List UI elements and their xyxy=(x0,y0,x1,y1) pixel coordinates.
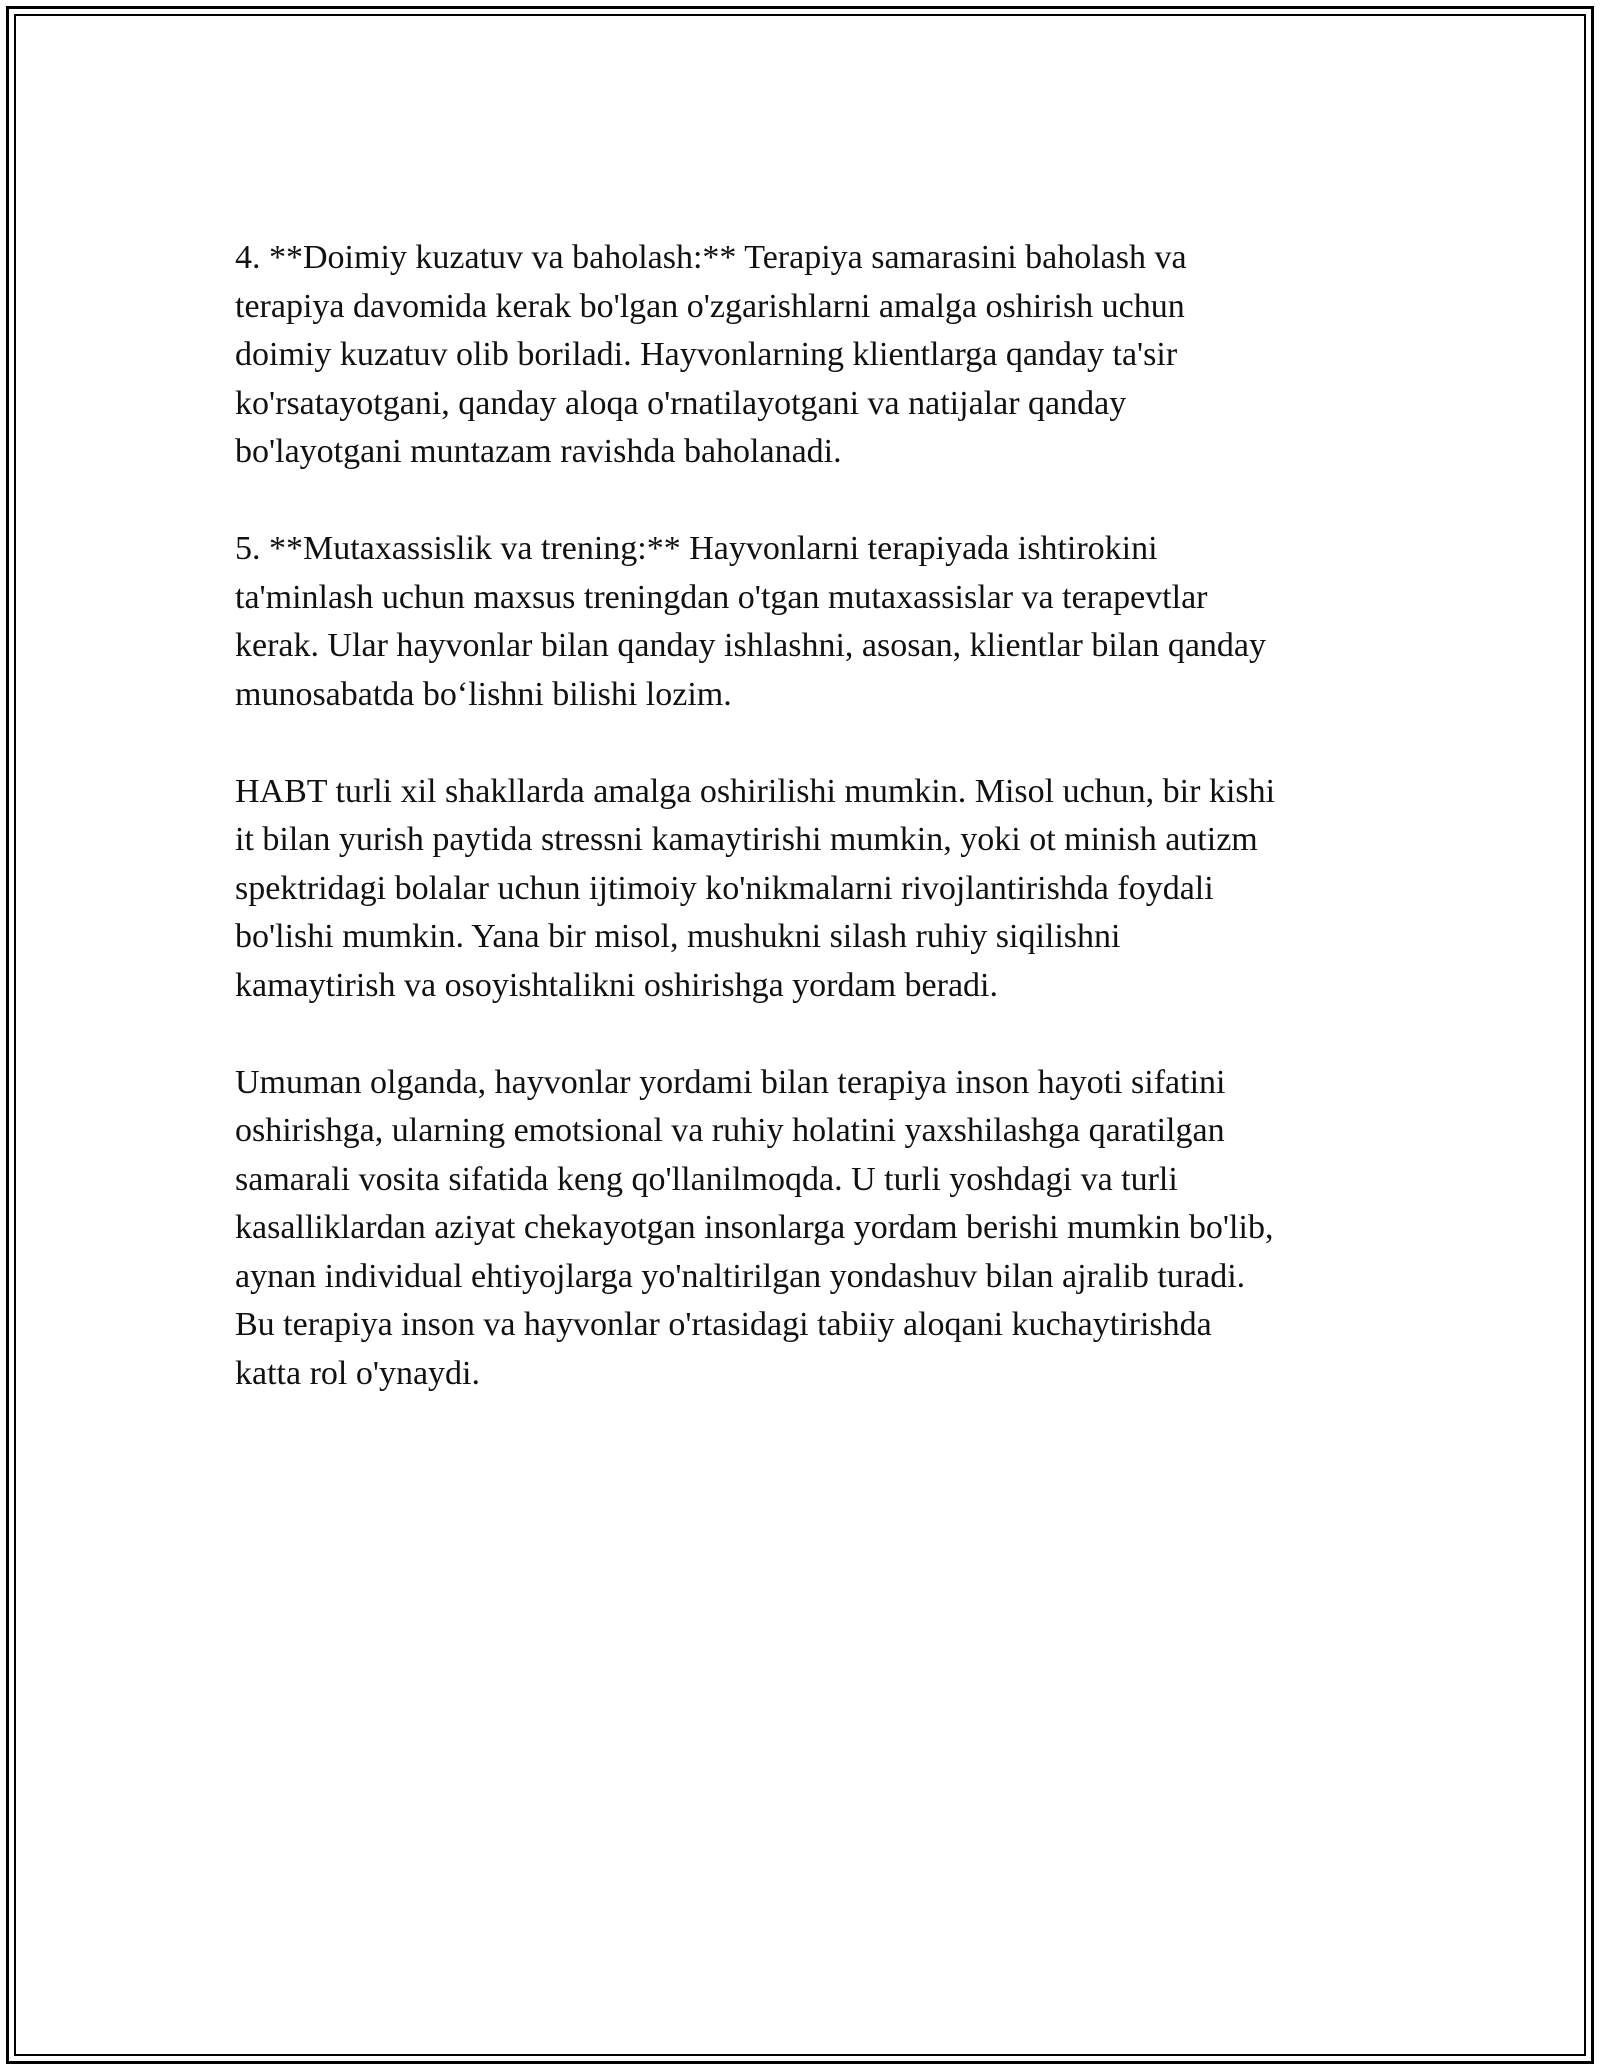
document-body xyxy=(235,234,1375,1447)
paragraph-conclusion xyxy=(235,1059,1375,1399)
paragraph-expertise xyxy=(235,525,1375,719)
text-line: Bu terapiya inson va hayvonlar o'rtasidagi tabiiy aloqani kuchaytirishda xyxy=(235,1306,1212,1343)
text-line: samarali vosita sifatida keng qo'llanilmoqda. U turli yoshdagi va turli xyxy=(235,1160,1178,1198)
text-line: it bilan yurish paytida stressni kamaytirishi mumkin, yoki ot minish autizm xyxy=(235,821,1258,858)
text-line: kerak. Ular hayvonlar bilan qanday ishlashni, asosan, klientlar bilan qanday xyxy=(235,627,1267,664)
text-line: Umuman olganda, hayvonlar yordami bilan terapiya inson hayoti sifatini xyxy=(235,1063,1226,1101)
text-line: ta'minlash uchun maxsus treningdan o'tgan mutaxassislar va terapevtlar xyxy=(235,578,1208,616)
text-line: doimiy kuzatuv olib boriladi. Hayvonlarning klientlarga qanday ta'sir xyxy=(235,336,1178,373)
text-line: ko'rsatayotgani, qanday aloqa o'rnatilayotgani va natijalar qanday xyxy=(235,384,1127,422)
text-line: aynan individual ehtiyojlarga yo'naltirilgan yondashuv bilan ajralib turadi. xyxy=(235,1257,1246,1295)
text-line: 4. **Doimiy kuzatuv va baholash:** Terapiya samarasini baholash va xyxy=(235,239,1187,276)
text-line: munosabatda bo‘lishni bilishi lozim. xyxy=(235,675,732,713)
text-line: katta rol o'ynaydi. xyxy=(235,1354,481,1392)
paragraph-monitoring xyxy=(235,234,1375,477)
text-line: terapiya davomida kerak bo'lgan o'zgarishlarni amalga oshirish uchun xyxy=(235,287,1185,325)
text-line: bo'lishi mumkin. Yana bir misol, mushukni silash ruhiy siqilishni xyxy=(235,918,1121,955)
text-line: spektridagi bolalar uchun ijtimoiy ko'nikmalarni rivojlantirishda foydali xyxy=(235,869,1214,907)
paragraph-habt-forms xyxy=(235,768,1375,1011)
text-line: 5. **Mutaxassislik va trening:** Hayvonlarni terapiyada ishtirokini xyxy=(235,530,1158,567)
text-line: bo'layotgani muntazam ravishda baholanadi. xyxy=(235,433,842,470)
text-line: oshirishga, ularning emotsional va ruhiy holatini yaxshilashga qaratilgan xyxy=(235,1112,1225,1149)
text-line: HABT turli xil shakllarda amalga oshirilishi mumkin. Misol uchun, bir kishi xyxy=(235,772,1276,810)
text-line: kamaytirish va osoyishtalikni oshirishga yordam beradi. xyxy=(235,966,998,1004)
text-line: kasalliklardan aziyat chekayotgan insonlarga yordam berishi mumkin bo'lib, xyxy=(235,1209,1274,1246)
